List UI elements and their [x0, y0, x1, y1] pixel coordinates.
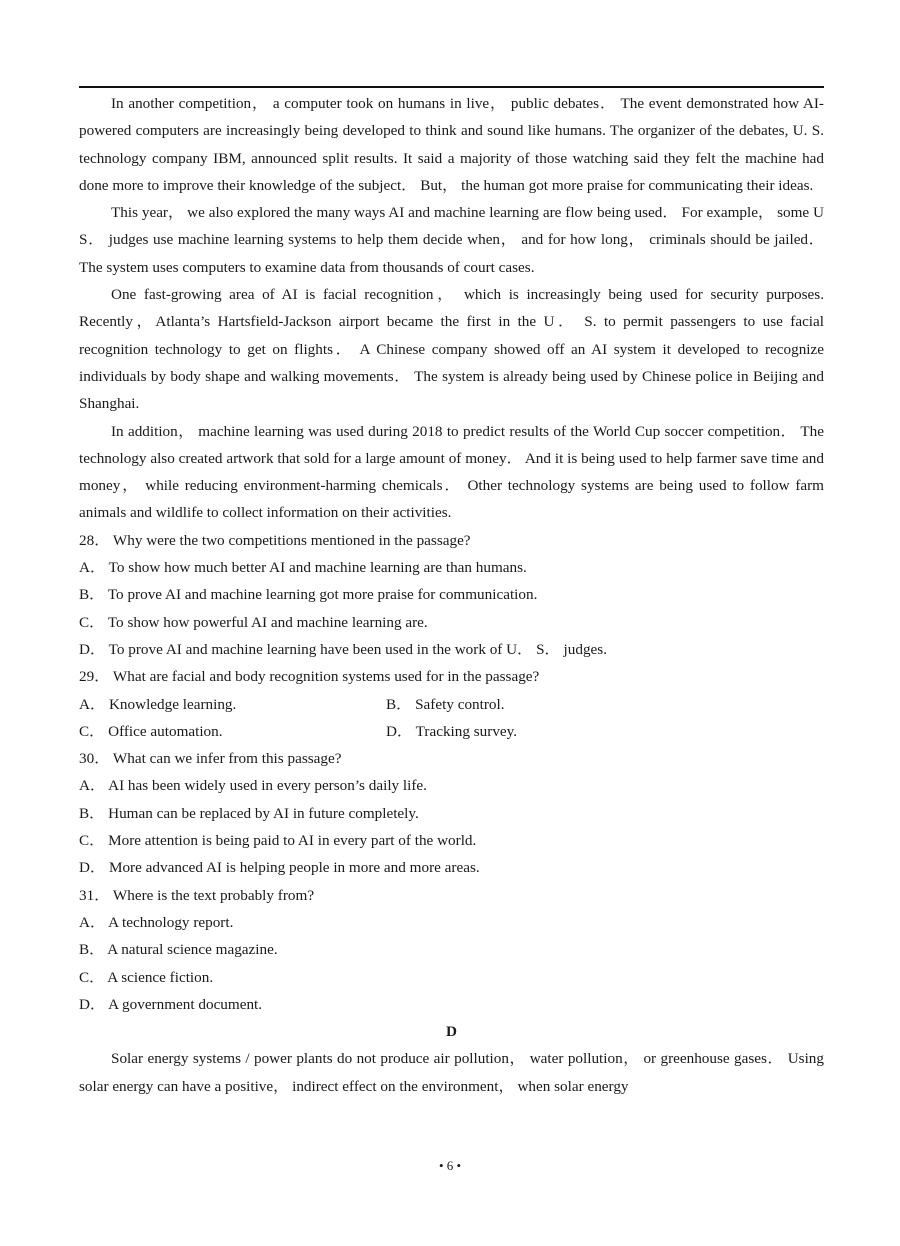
question-stem: 28． Why were the two competitions mentioned in the passage? [79, 531, 471, 549]
option-c: C． More attention is being paid to AI in every part of the world. [79, 832, 477, 850]
option-b: B． Safety control. [386, 695, 505, 713]
passage-paragraph-4: In addition， machine learning was used during 2018 to predict results of the World Cup soccer competition． The technology also created artwork that sold for a large amount of money． And it is being used to help farmer save time and money， while reducing environment-harming chemicals． Other technology systems are being used to follow farm animals and wildlife to collect information on their activities. [79, 422, 824, 522]
passage-paragraph-1: In another competition， a computer took on humans in live， public debates． The event demonstrated how AI-powered computers are increasingly being developed to think and sound like humans. The organizer of the debates, U. S. technology company IBM, announced split results. It said a majority of those watching said they felt the machine had done more to improve their knowledge of the subject． But， the human got more praise for communicating their ideas. [79, 95, 824, 194]
question-31 [79, 882, 824, 1018]
option-b: B． Human can be replaced by AI in future completely. [79, 804, 419, 822]
option-c: C． A science fiction. [79, 968, 214, 986]
option-a: A． To show how much better AI and machine learning are than humans. [79, 559, 527, 577]
question-29 [79, 663, 824, 745]
option-row [79, 718, 824, 745]
question-stem: 29． What are facial and body recognition systems used for in the passage? [79, 668, 540, 686]
question-stem: 30． What can we infer from this passage? [79, 750, 342, 768]
passage-paragraph-2: This year， we also explored the many ways AI and machine learning are flow being used． For example， some U S． judges use machine learning systems to help them decide when， and for how long， criminals should be jailed． The system uses computers to examine data from thousands of court cases. [79, 204, 824, 276]
option-a: A． A technology report. [79, 913, 234, 931]
option-a: A． AI has been widely used in every person’s daily life. [79, 777, 427, 795]
option-b: B． To prove AI and machine learning got more praise for communication. [79, 586, 538, 604]
option-d: D． More advanced AI is helping people in more and more areas. [79, 859, 480, 877]
section-title: D [446, 1023, 457, 1041]
question-28 [79, 527, 824, 663]
passage-paragraph-3: One fast-growing area of AI is facial recognition， which is increasingly being used for security purposes. Recently，Atlanta’s Hartsfield-Jackson airport became the first in the U． S. to permit passengers to use facial recognition technology to get on flights． A Chinese company showed off an AI system it developed to recognize individuals by body shape and walking movements． The system is already being used by Chinese police in Beijing and Shanghai. [79, 286, 824, 413]
option-d: D． To prove AI and machine learning have been used in the work of U． S． judges. [79, 640, 607, 658]
option-c: C． Office automation. [79, 722, 223, 740]
option-c: C． To show how powerful AI and machine learning are. [79, 613, 428, 631]
question-stem: 31． Where is the text probably from? [79, 886, 315, 904]
document-page [79, 90, 824, 1100]
option-row [79, 691, 824, 718]
page-number: • 6 • [438, 1158, 462, 1173]
option-b: B． A natural science magazine. [79, 941, 278, 959]
option-a: A． Knowledge learning. [79, 695, 237, 713]
option-d: D． A government document. [79, 995, 263, 1013]
question-30 [79, 745, 824, 881]
option-d: D． Tracking survey. [386, 722, 518, 740]
section-d-paragraph: Solar energy systems / power plants do not produce air pollution， water pollution， or greenhouse gases． Using solar energy can have a positive， indirect effect on the environment， when solar energy [79, 1050, 824, 1095]
header-rule [79, 86, 824, 88]
